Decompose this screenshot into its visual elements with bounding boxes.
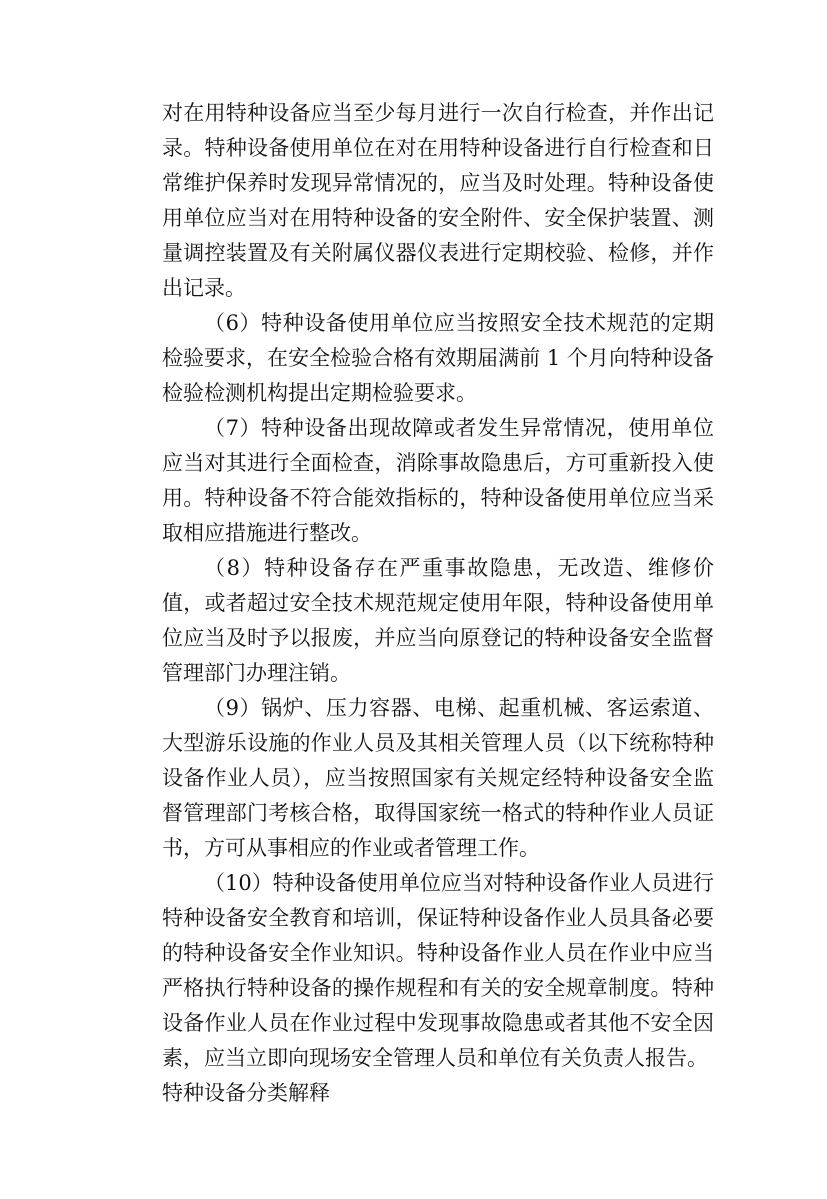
- paragraph-continued: 对在用特种设备应当至少每月进行一次自行检查，并作出记录。特种设备使用单位在对在用特种设备进行自行检查和日常维护保养时发现异常情况的，应当及时处理。特种设备使用单位应当对在用特种设备的安全附件、安全保护装置、测量调控装置及有关附属仪器仪表进行定期校验、检修，并作出记录。: [162, 101, 714, 300]
- paragraph-item-10: （10）特种设备使用单位应当对特种设备作业人员进行特种设备安全教育和培训，保证特种设备作业人员具备必要的特种设备安全作业知识。特种设备作业人员在作业中应当严格执行特种设备的操作规程和有关的安全规章制度。特种设备作业人员在作业过程中发现事故隐患或者其他不安全因素，应当立即向现场安全管理人员和单位有关负责人报告。: [162, 871, 714, 1070]
- paragraph-item-9: （9）锅炉、压力容器、电梯、起重机械、客运索道、大型游乐设施的作业人员及其相关管理人员（以下统称特种设备作业人员），应当按照国家有关规定经特种设备安全监督管理部门考核合格，取得国家统一格式的特种作业人员证书，方可从事相应的作业或者管理工作。: [162, 696, 714, 860]
- section-heading: 特种设备分类解释: [162, 1081, 330, 1105]
- paragraph-item-8: （8）特种设备存在严重事故隐患，无改造、维修价值，或者超过安全技术规范规定使用年限，特种设备使用单位应当及时予以报废，并应当向原登记的特种设备安全监督管理部门办理注销。: [162, 556, 714, 685]
- paragraph-item-7: （7）特种设备出现故障或者发生异常情况，使用单位应当对其进行全面检查，消除事故隐患后，方可重新投入使用。特种设备不符合能效指标的，特种设备使用单位应当采取相应措施进行整改。: [162, 416, 714, 545]
- document-body: [162, 96, 714, 1111]
- paragraph-item-6: （6）特种设备使用单位应当按照安全技术规范的定期检验要求，在安全检验合格有效期届满前 1 个月向特种设备检验检测机构提出定期检验要求。: [162, 311, 714, 405]
